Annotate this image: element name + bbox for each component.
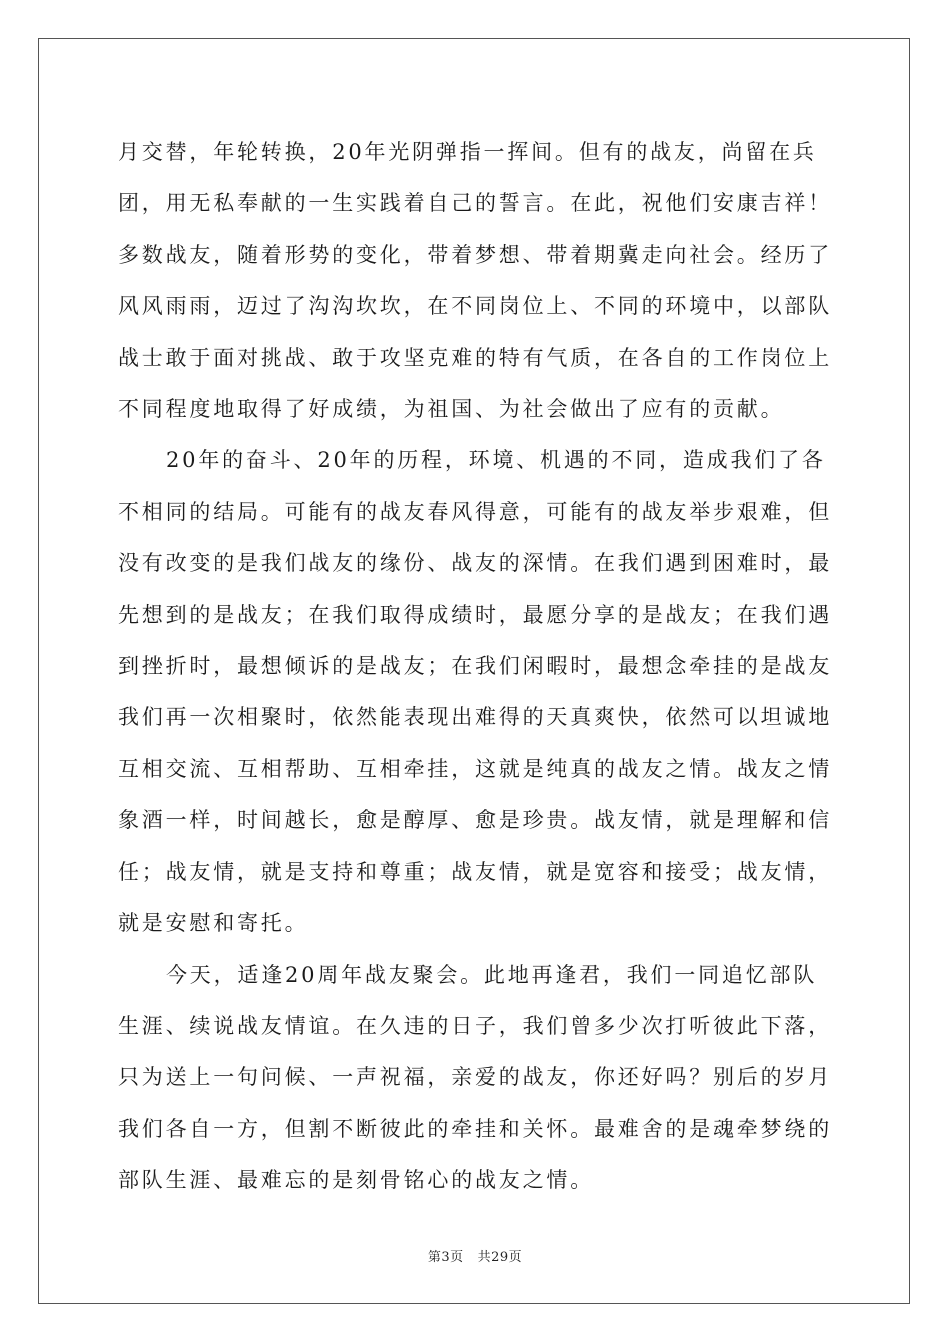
paragraph-2 — [118, 435, 834, 949]
text-line: 部队生涯、最难忘的是刻骨铭心的战友之情。 — [118, 1168, 594, 1193]
text-line: 我们各自一方，但割不断彼此的牵挂和关怀。最难舍的是魂牵梦绕的 — [118, 1116, 832, 1141]
text-line: 任；战友情，就是支持和尊重；战友情，就是宽容和接受；战友情， — [118, 859, 832, 884]
text-line: 就是安慰和寄托。 — [118, 911, 309, 936]
current-page-number: 第3页 — [427, 1250, 464, 1265]
text-line: 互相交流、互相帮助、互相牵挂，这就是纯真的战友之情。战友之情 — [118, 756, 832, 781]
text-line: 今天，适逢20周年战友聚会。此地再逢君，我们一同追忆部队 — [166, 962, 818, 987]
page-footer — [0, 1246, 950, 1265]
text-line: 只为送上一句问候、一声祝福，亲爱的战友，你还好吗？别后的岁月 — [118, 1065, 832, 1090]
text-line: 不相同的结局。可能有的战友春风得意，可能有的战友举步艰难，但 — [118, 499, 832, 524]
text-line: 不同程度地取得了好成绩，为祖国、为社会做出了应有的贡献。 — [118, 397, 785, 422]
text-line: 月交替，年轮转换，20年光阴弹指一挥间。但有的战友，尚留在兵 — [118, 140, 817, 164]
text-line: 20年的奋斗、20年的历程，环境、机遇的不同，造成我们了各 — [166, 448, 826, 473]
total-pages: 共29页 — [477, 1250, 523, 1265]
text-line: 我们再一次相聚时，依然能表现出难得的天真爽快，依然可以坦诚地 — [118, 705, 832, 730]
text-line: 生涯、续说战友情谊。在久违的日子，我们曾多少次打听彼此下落， — [118, 1013, 832, 1038]
document-body — [118, 127, 834, 1207]
text-line: 多数战友，随着形势的变化，带着梦想、带着期冀走向社会。经历了 — [118, 242, 832, 267]
text-line: 先想到的是战友；在我们取得成绩时，最愿分享的是战友；在我们遇 — [118, 602, 832, 627]
text-line: 没有改变的是我们战友的缘份、战友的深情。在我们遇到困难时，最 — [118, 551, 832, 576]
text-line: 象酒一样，时间越长，愈是醇厚、愈是珍贵。战友情，就是理解和信 — [118, 808, 832, 833]
text-line: 到挫折时，最想倾诉的是战友；在我们闲暇时，最想念牵挂的是战友 — [118, 654, 832, 679]
paragraph-1 — [118, 127, 834, 435]
paragraph-3 — [118, 950, 834, 1207]
text-line: 风风雨雨，迈过了沟沟坎坎，在不同岗位上、不同的环境中，以部队 — [118, 294, 832, 319]
text-line: 团，用无私奉献的一生实践着自己的誓言。在此，祝他们安康吉祥！ — [118, 191, 832, 216]
text-line: 战士敢于面对挑战、敢于攻坚克难的特有气质，在各自的工作岗位上 — [118, 345, 832, 370]
